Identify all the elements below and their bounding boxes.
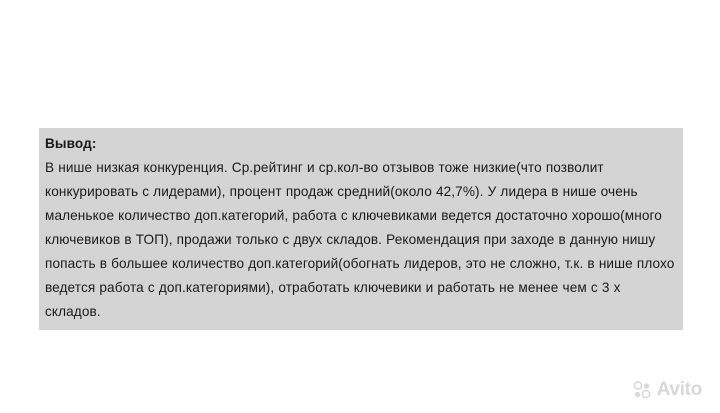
highlighted-text-block [39, 128, 683, 330]
avito-logo-icon [632, 380, 652, 400]
conclusion-heading: Вывод: [45, 136, 97, 151]
avito-watermark-label: Avito [656, 379, 702, 400]
avito-watermark [632, 379, 702, 401]
conclusion-body: В нише низкая конкуренция. Ср.рейтинг и ср.кол-во отзывов тоже низкие(что позволит конкурировать с лидерами), процент продаж средний(около 42,7%). У лидера в нише очень маленькое количество доп.категорий, работа с ключевиками ведется достаточно хорошо(много ключевиков в ТОП), продажи только с двух складов. Рекомендация при заходе в данную нишу попасть в большее количество доп.категорий(обогнать лидеров, это не сложно, т.к. в нише плохо ведется работа с доп.категориями), отработать ключевики и работать не менее чем с 3 х складов. [45, 160, 675, 319]
